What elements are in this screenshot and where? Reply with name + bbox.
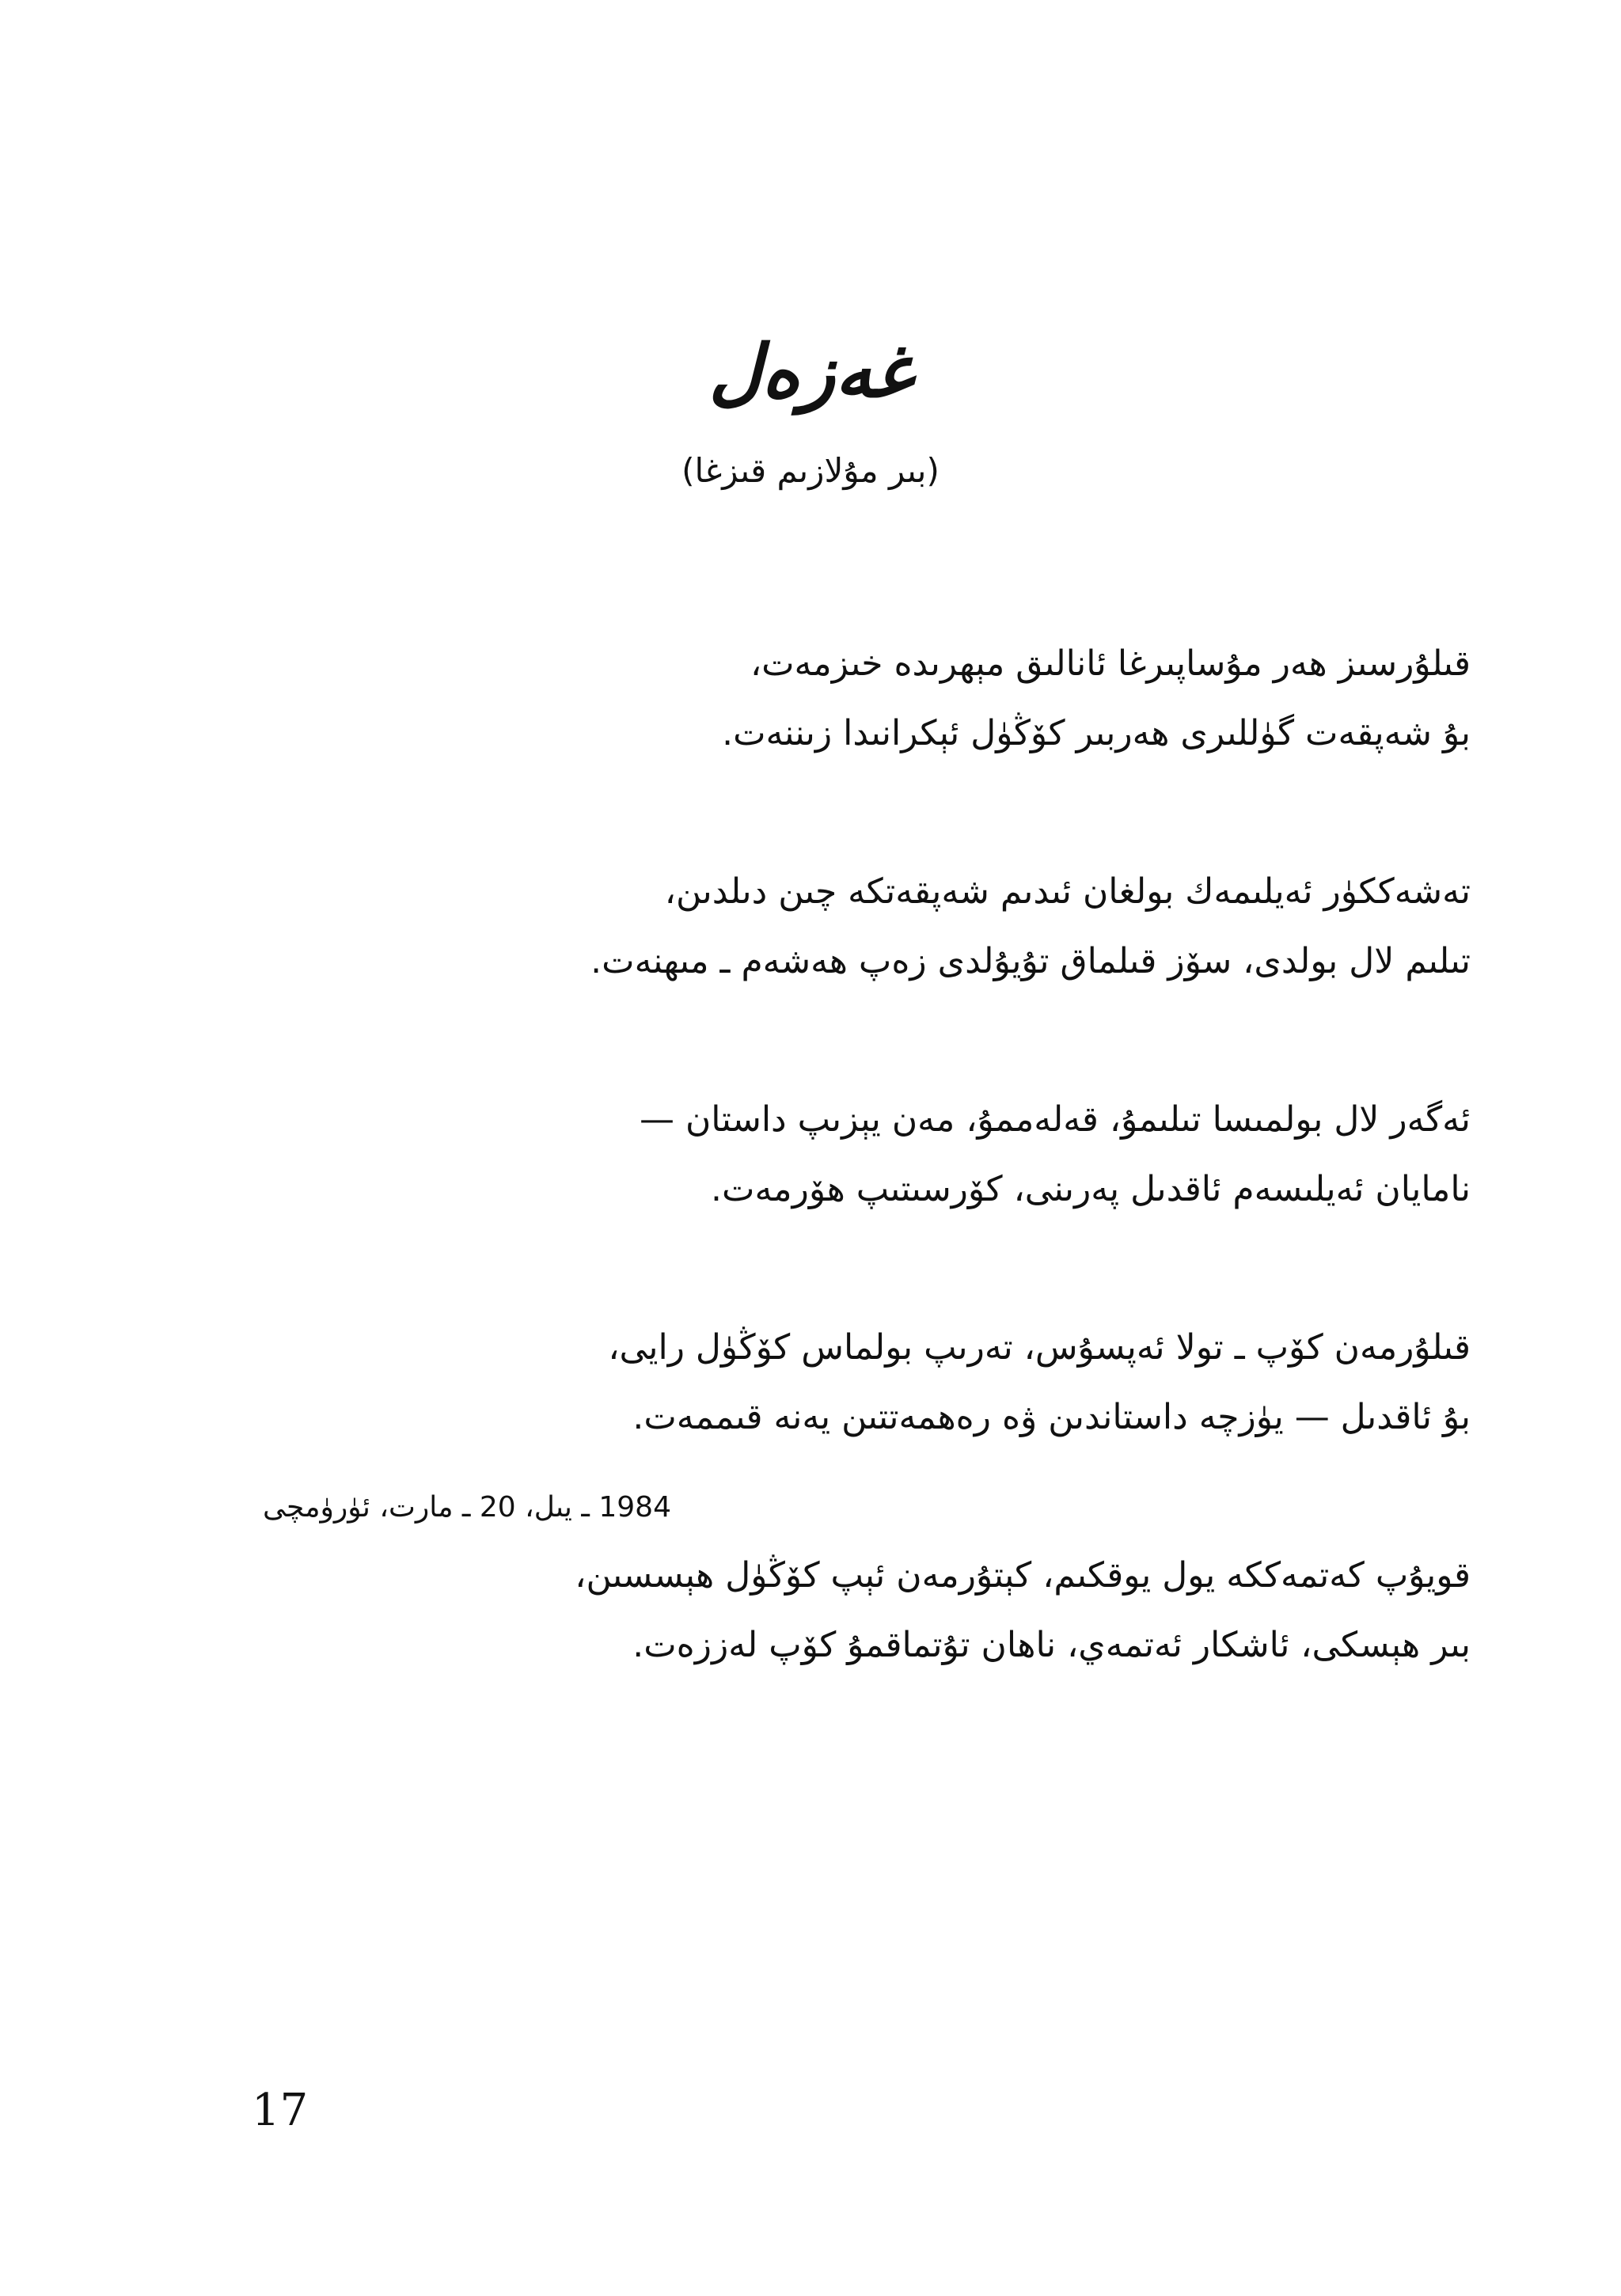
verse-line: نامايان ئەيلىسەم ئاقدىل پەرىنى، كۆرسىتىپ ھۆرمەت.: [711, 1169, 1471, 1209]
verse-line: قىلۇرسىز ھەر مۇساپىرغا ئانالىق مېھرىدە خىزمەت،: [750, 643, 1471, 684]
verse-line: بۇ شەپقەت گۈللىرى ھەربىر كۆڭۈل ئېكرانىدا زىننەت.: [722, 713, 1471, 753]
poem-dedication: (بىر مۇلازىم قىزغا): [681, 451, 940, 490]
stanza: [204, 1541, 1471, 1680]
verse-line: تىلىم لال بولدى، سۆز قىلماق تۇيۇلدى زەپ ھەشەم ـ مىھنەت.: [590, 941, 1471, 981]
verse-line: قويۇپ كەتمەككە يول يوقكىم، كېتۇرمەن ئېپ كۆڭۈل ھېسسىن،: [575, 1555, 1471, 1596]
date-location-line: 1984 ـ يىل، 20 ـ مارت، ئۈرۈمچى: [262, 1491, 671, 1524]
verse-line: ئەگەر لال بولمىسا تىلىمۇ، قەلەممۇ، مەن يېزىپ داستان —: [639, 1099, 1471, 1140]
poem-title: غەزەل: [708, 329, 913, 414]
verse-line: بۇ ئاقدىل — يۈزچە داستاندىن ۋە رەھمەتتىن يەنە قىممەت.: [632, 1397, 1471, 1437]
stanza: [204, 1085, 1471, 1224]
stanza: [204, 629, 1471, 768]
stanza: [204, 857, 1471, 996]
stanza: [204, 1313, 1471, 1452]
verse-line: قىلۇرمەن كۆپ ـ تولا ئەپسۇس، تەرىپ بولماس كۆڭۈل رايى،: [608, 1327, 1471, 1368]
page-number: 17: [252, 2085, 309, 2136]
verse-line: تەشەككۈر ئەيلىمەك بولغان ئىدىم شەپقەتكە چىن دىلدىن،: [664, 871, 1471, 912]
verse-line: بىر ھېسكى، ئاشكار ئەتمەي، ناھان تۇتماقمۇ كۆپ لەززەت.: [632, 1625, 1471, 1665]
